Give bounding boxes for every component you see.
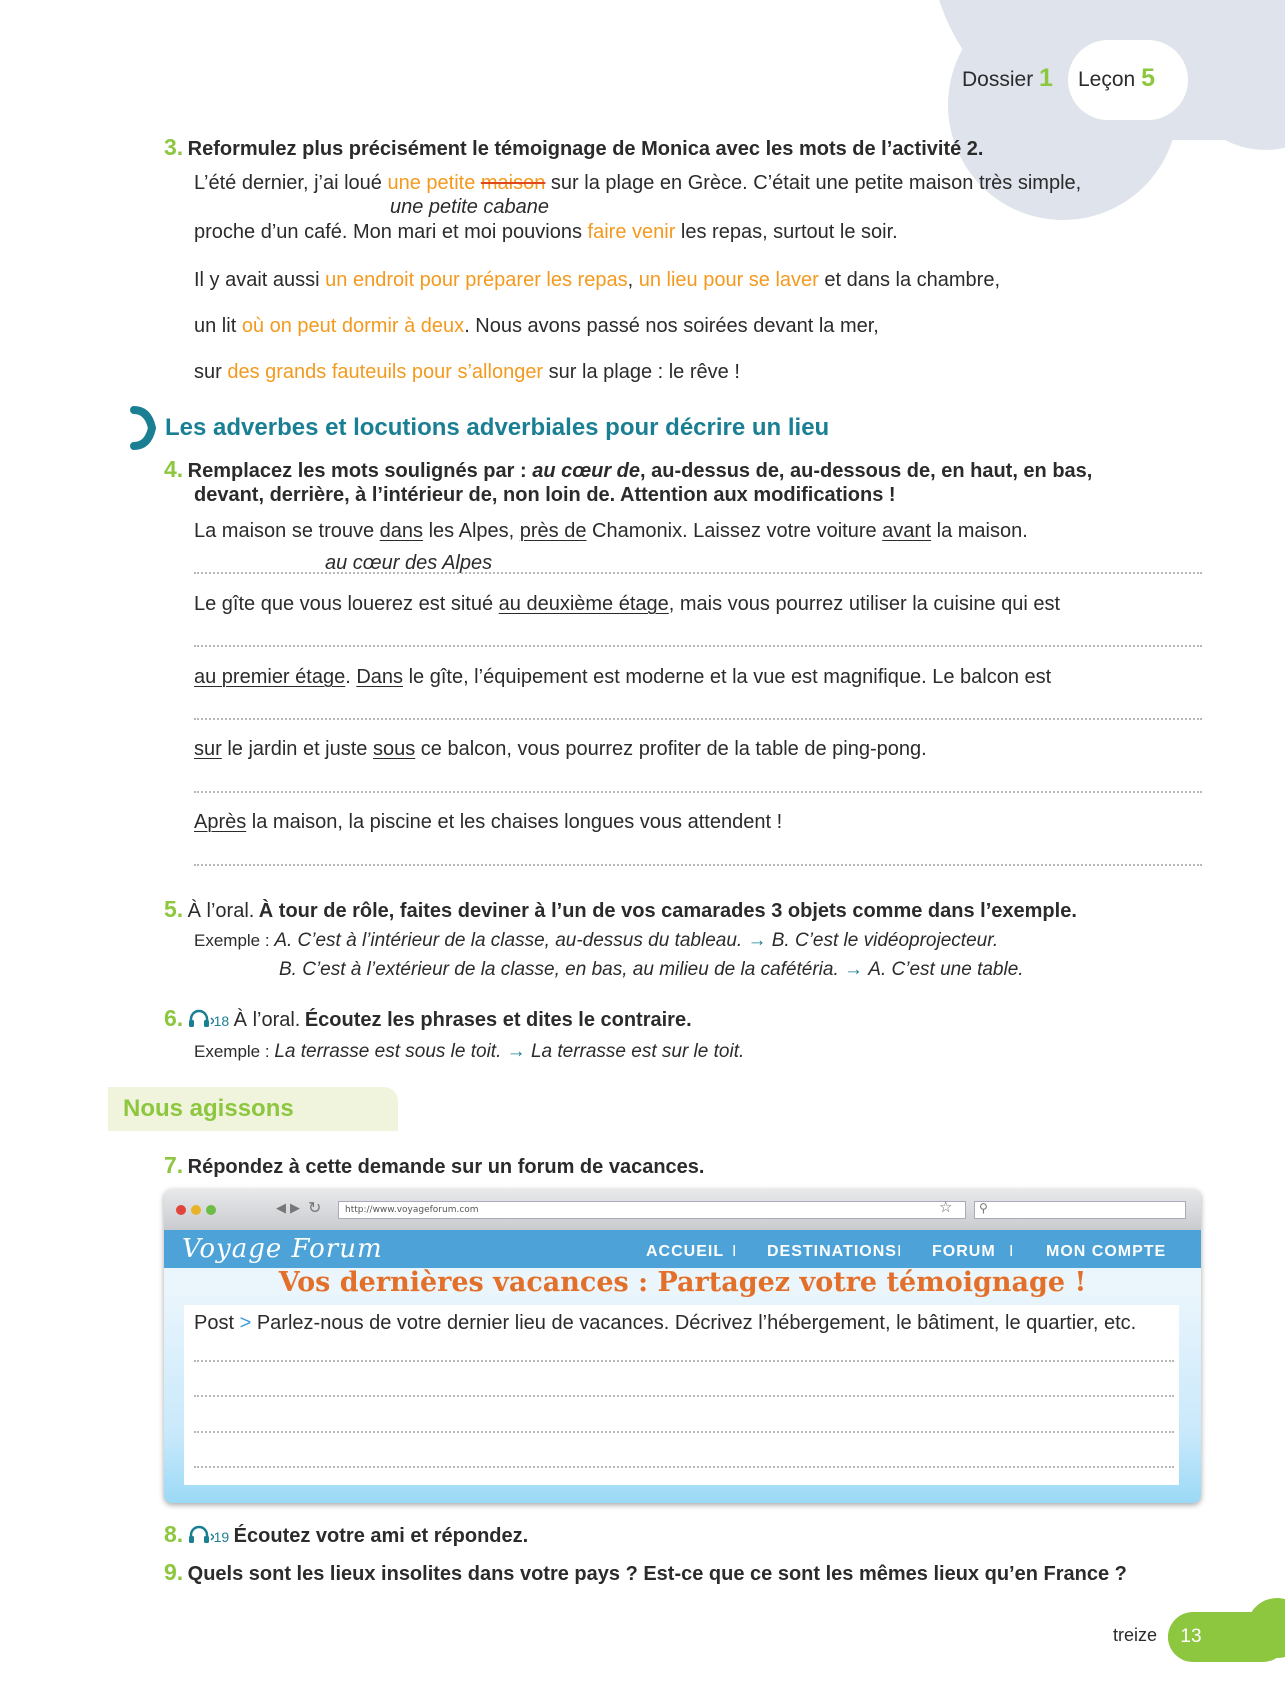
highlighted-phrase: un lieu pour se laver bbox=[638, 269, 819, 291]
search-icon: ⚲ bbox=[979, 1201, 988, 1215]
text-line bbox=[194, 592, 1060, 616]
url-bar: http://www.voyageforum.com bbox=[338, 1201, 966, 1219]
exercise-4-title bbox=[164, 456, 1092, 483]
oral-label: À l’oral. bbox=[233, 1009, 301, 1031]
text-fragment: le gîte, l’équipement est moderne et la vue est magnifique. Le balcon est bbox=[403, 666, 1052, 688]
post-box bbox=[184, 1305, 1179, 1485]
underlined-word: au deuxième étage bbox=[498, 593, 669, 615]
exercise-instruction-cont: , au-dessus de, au-dessous de, en haut, en bas, bbox=[640, 460, 1093, 482]
section-banner-title: Nous agissons bbox=[123, 1095, 294, 1122]
post-text: Parlez-nous de votre dernier lieu de vacances. Décrivez l’hébergement, le bâtiment, le quartier, etc. bbox=[256, 1312, 1137, 1334]
dossier-number: 1 bbox=[1039, 64, 1053, 92]
highlighted-phrase: où on peut dormir à deux bbox=[241, 315, 465, 337]
text-fragment: un lit bbox=[194, 315, 242, 337]
text-fragment: ce balcon, vous pourrez profiter de la table de ping-pong. bbox=[415, 738, 927, 760]
exercise-number: 4. bbox=[164, 456, 184, 482]
dossier-label: Dossier bbox=[962, 68, 1034, 91]
text-line bbox=[194, 220, 898, 244]
nav-mon-compte: MON COMPTE bbox=[1046, 1243, 1167, 1260]
example-label: Exemple : bbox=[194, 931, 275, 950]
exercise-number: 7. bbox=[164, 1152, 184, 1178]
forum-title: Vos dernières vacances : Partagez votre témoignage ! bbox=[278, 1267, 1087, 1298]
text-fragment: sur la plage en Grèce. C’était une petite maison très simple, bbox=[545, 172, 1082, 194]
underlined-word: au premier étage bbox=[194, 666, 346, 688]
answer-line bbox=[194, 1431, 1174, 1433]
answer-line bbox=[194, 1466, 1174, 1468]
page-word: treize bbox=[1113, 1625, 1158, 1645]
answer-line bbox=[194, 572, 1202, 574]
exercise-number: 9. bbox=[164, 1559, 184, 1585]
maximize-dot-icon bbox=[206, 1205, 216, 1215]
underlined-word: dans bbox=[379, 520, 424, 542]
exercise-6-title bbox=[164, 1005, 692, 1034]
audio-track-number: 19 bbox=[213, 1529, 230, 1545]
minimize-dot-icon bbox=[191, 1205, 201, 1215]
text-line bbox=[194, 360, 740, 384]
exercise-5-title bbox=[164, 896, 1077, 923]
exercise-number: 6. bbox=[164, 1005, 184, 1031]
post-arrow-icon: > bbox=[239, 1312, 252, 1334]
highlighted-phrase: une petite bbox=[387, 172, 481, 194]
text-line bbox=[194, 171, 1081, 195]
exercise-number: 5. bbox=[164, 896, 184, 922]
site-logo: Voyage Forum bbox=[182, 1234, 383, 1264]
text-fragment: les repas, surtout le soir. bbox=[675, 221, 898, 243]
exercise-number: 8. bbox=[164, 1521, 184, 1547]
exercise-instruction: Remplacez les mots soulignés par : bbox=[187, 460, 533, 482]
text-fragment: . Nous avons passé nos soirées devant la mer, bbox=[464, 315, 879, 337]
underlined-word: sur bbox=[194, 738, 222, 760]
section-title: Les adverbes et locutions adverbiales pour décrire un lieu bbox=[165, 414, 830, 441]
text-fragment: L’été dernier, j’ai loué bbox=[194, 172, 388, 194]
example-text: A. C’est une table. bbox=[868, 959, 1024, 980]
text-line bbox=[194, 665, 1051, 689]
close-dot-icon bbox=[176, 1205, 186, 1215]
answer-line bbox=[194, 718, 1202, 720]
text-fragment: . bbox=[345, 666, 357, 688]
example-text: A. C’est à l’intérieur de la classe, au-dessus du tableau. bbox=[274, 930, 743, 951]
exercise-instruction: Quels sont les lieux insolites dans votre pays ? Est-ce que ce sont les mêmes lieux qu’en France ? bbox=[187, 1563, 1127, 1585]
text-line bbox=[194, 314, 879, 338]
browser-search-bar bbox=[974, 1201, 1186, 1219]
nav-separator: I bbox=[1009, 1243, 1014, 1260]
example-text: B. C’est à l’extérieur de la classe, en bas, au milieu de la cafétéria. bbox=[279, 959, 839, 980]
browser-window bbox=[164, 1189, 1201, 1503]
text-fragment: Le gîte que vous louerez est situé bbox=[194, 593, 499, 615]
text-line bbox=[194, 737, 927, 761]
text-fragment: sur la plage : le rêve ! bbox=[543, 361, 740, 383]
answer-line bbox=[194, 864, 1202, 866]
text-fragment: et dans la chambre, bbox=[818, 269, 1001, 291]
lecon-label: Leçon bbox=[1078, 68, 1136, 91]
exercise-instruction: Écoutez votre ami et répondez. bbox=[233, 1525, 529, 1547]
answer-line bbox=[194, 1360, 1174, 1362]
struck-word: maison bbox=[480, 172, 546, 194]
example-line bbox=[194, 1041, 744, 1063]
handwritten-answer: une petite cabane bbox=[390, 196, 550, 218]
reload-icon: ↻ bbox=[308, 1200, 322, 1217]
highlighted-phrase: des grands fauteuils pour s’allonger bbox=[227, 361, 544, 383]
lesson-header bbox=[1078, 64, 1155, 93]
underlined-word: Dans bbox=[356, 666, 404, 688]
highlighted-phrase: faire venir bbox=[587, 221, 676, 243]
exercise-instruction: À tour de rôle, faites deviner à l’un de vos camarades 3 objets comme dans l’exemple. bbox=[258, 900, 1077, 922]
page-header bbox=[962, 64, 1053, 93]
text-fragment: , mais vous pourrez utiliser la cuisine qui est bbox=[668, 593, 1061, 615]
underlined-word: sous bbox=[373, 738, 416, 760]
text-fragment: la maison. bbox=[931, 520, 1028, 542]
underlined-word: avant bbox=[882, 520, 932, 542]
example-line bbox=[194, 930, 998, 952]
page-number: 13 bbox=[1168, 1614, 1214, 1660]
text-fragment: Chamonix. Laissez votre voiture bbox=[586, 520, 883, 542]
answer-line bbox=[194, 645, 1202, 647]
text-fragment: proche d’un café. Mon mari et moi pouvions bbox=[194, 221, 588, 243]
highlighted-phrase: un endroit pour préparer les repas bbox=[325, 269, 628, 291]
text-fragment: le jardin et juste bbox=[221, 738, 373, 760]
back-arrow-icon: ◀ bbox=[276, 1200, 286, 1215]
nav-forum: FORUM bbox=[932, 1243, 996, 1260]
post-prompt bbox=[194, 1312, 1136, 1335]
headphones-icon bbox=[188, 1525, 214, 1550]
exercise-number: 3. bbox=[164, 134, 184, 160]
audio-track-number: 18 bbox=[213, 1013, 230, 1029]
oral-label: À l’oral. bbox=[187, 900, 255, 922]
exercise-3-title bbox=[164, 134, 983, 161]
text-fragment: , bbox=[627, 269, 639, 291]
text-line bbox=[194, 519, 1028, 543]
bookmark-star-icon: ☆ bbox=[939, 1199, 953, 1216]
exercise-instruction: Écoutez les phrases et dites le contraire. bbox=[304, 1009, 692, 1031]
underlined-word: Après bbox=[194, 811, 247, 833]
arrow-icon: → bbox=[506, 1041, 526, 1062]
exercise-instruction: Reformulez plus précisément le témoignage de Monica avec les mots de l’activité 2. bbox=[187, 138, 984, 160]
text-fragment: Il y avait aussi bbox=[194, 269, 326, 291]
exercise-8-title bbox=[164, 1521, 528, 1550]
example-text: La terrasse est sur le toit. bbox=[530, 1041, 745, 1062]
nav-destinations: DESTINATIONS bbox=[767, 1243, 897, 1260]
forward-arrow-icon: ▶ bbox=[290, 1200, 300, 1215]
text-fragment: les Alpes, bbox=[423, 520, 520, 542]
text-line bbox=[194, 268, 1000, 292]
text-fragment: sur bbox=[194, 361, 228, 383]
answer-line bbox=[194, 791, 1202, 793]
nav-separator: I bbox=[732, 1243, 737, 1260]
headphones-icon bbox=[188, 1009, 214, 1034]
nav-accueil: ACCUEIL bbox=[646, 1243, 725, 1260]
example-line bbox=[279, 959, 1024, 981]
nav-separator: I bbox=[897, 1243, 902, 1260]
section-bullet-icon bbox=[128, 406, 160, 455]
arrow-icon: → bbox=[747, 930, 767, 951]
example-text: B. C’est le vidéoprojecteur. bbox=[771, 930, 999, 951]
exercise-instruction: Répondez à cette demande sur un forum de vacances. bbox=[187, 1156, 705, 1178]
exercise-instruction-line2: devant, derrière, à l’intérieur de, non loin de. Attention aux modifications ! bbox=[194, 484, 896, 506]
text-line bbox=[194, 810, 782, 834]
post-label: Post bbox=[194, 1312, 235, 1334]
text-fragment: la maison, la piscine et les chaises longues vous attendent ! bbox=[246, 811, 783, 833]
lecon-number: 5 bbox=[1141, 64, 1155, 92]
underlined-word: près de bbox=[519, 520, 587, 542]
example-label: Exemple : bbox=[194, 1042, 275, 1061]
example-text: La terrasse est sous le toit. bbox=[274, 1041, 502, 1062]
text-fragment: La maison se trouve bbox=[194, 520, 380, 542]
exercise-7-title bbox=[164, 1152, 704, 1179]
instruction-italic: au cœur de bbox=[532, 460, 640, 482]
browser-chrome bbox=[164, 1189, 1201, 1230]
answer-line bbox=[194, 1395, 1174, 1397]
arrow-icon: → bbox=[844, 959, 864, 980]
exercise-9-title bbox=[164, 1559, 1127, 1586]
handwritten-answer: au cœur des Alpes bbox=[325, 552, 493, 574]
